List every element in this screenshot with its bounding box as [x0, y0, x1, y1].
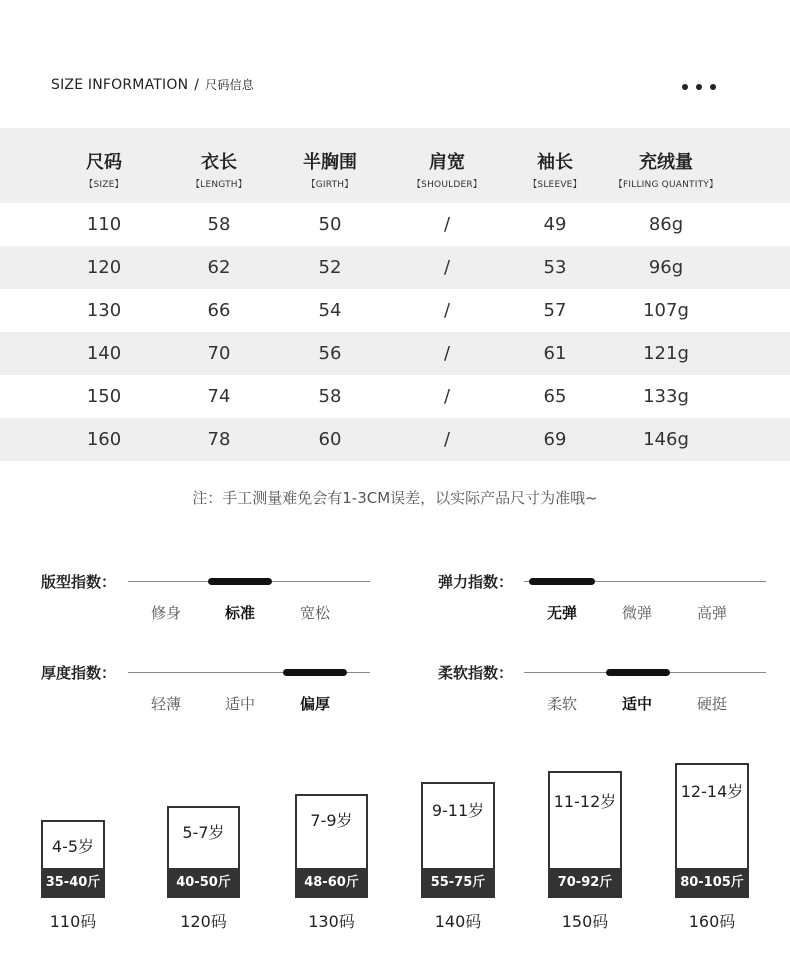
table-row — [0, 203, 790, 246]
table-cell: 96g — [648, 257, 684, 278]
size-label: 110码 — [49, 912, 97, 931]
column-header-sublabel: 【GIRTH】 — [306, 180, 354, 190]
size-guide-box — [548, 771, 622, 898]
size-guide-box — [295, 794, 368, 898]
title-zh: 尺码信息 — [205, 78, 254, 92]
table-cell: 110 — [86, 214, 122, 235]
table-cell: 58 — [318, 386, 342, 407]
index-label: 版型指数： — [41, 573, 117, 591]
index-option: 偏厚 — [299, 695, 331, 713]
index-option: 适中 — [621, 695, 653, 713]
index-option: 宽松 — [299, 604, 331, 622]
table-cell: 150 — [86, 386, 122, 407]
table-cell: / — [443, 429, 451, 450]
index-label: 厚度指数： — [41, 664, 117, 682]
age-range: 9-11岁 — [431, 801, 485, 820]
table-cell: / — [443, 300, 451, 321]
table-cell: 54 — [318, 300, 342, 321]
weight-range: 80-105斤 — [675, 868, 749, 898]
index-option: 轻薄 — [150, 695, 182, 713]
table-cell: 52 — [318, 257, 342, 278]
size-guide-box — [675, 763, 749, 898]
index-indicator — [208, 578, 272, 585]
age-range: 11-12岁 — [553, 792, 617, 811]
size-label: 130码 — [308, 912, 355, 931]
table-cell: 62 — [207, 257, 231, 278]
table-cell: 50 — [318, 214, 342, 235]
index-indicator — [606, 669, 670, 676]
index-option: 无弹 — [546, 604, 578, 622]
index-option: 高弹 — [696, 604, 728, 622]
column-header-sublabel: 【LENGTH】 — [191, 180, 247, 190]
weight-range: 48-60斤 — [295, 868, 368, 898]
table-cell: 61 — [543, 343, 567, 364]
table-cell: 74 — [207, 386, 231, 407]
size-label: 140码 — [434, 912, 482, 931]
table-cell: 133g — [643, 386, 689, 407]
table-row — [0, 246, 790, 289]
more-dots-icon[interactable] — [680, 84, 720, 92]
index-option: 标准 — [224, 604, 256, 622]
table-cell: 70 — [207, 343, 231, 364]
table-cell: 121g — [643, 343, 689, 364]
size-table — [0, 128, 790, 461]
table-row — [0, 375, 790, 418]
size-label: 150码 — [561, 912, 609, 931]
page-title — [51, 76, 254, 93]
index-indicator — [283, 669, 347, 676]
table-cell: / — [443, 386, 451, 407]
table-cell: 146g — [643, 429, 689, 450]
index-option: 修身 — [150, 604, 182, 622]
size-guide-box — [41, 820, 105, 898]
table-cell: 65 — [543, 386, 567, 407]
table-row — [0, 289, 790, 332]
age-range: 4-5岁 — [51, 837, 95, 856]
weight-range: 40-50斤 — [167, 868, 240, 898]
index-label: 柔软指数： — [438, 664, 514, 682]
index-option: 硬挺 — [696, 695, 728, 713]
column-header-sublabel: 【FILLING QUANTITY】 — [613, 180, 719, 190]
age-range: 7-9岁 — [310, 811, 353, 830]
table-cell: 107g — [643, 300, 689, 321]
column-header-sublabel: 【SIZE】 — [84, 180, 124, 190]
table-cell: 140 — [86, 343, 122, 364]
table-cell: / — [443, 257, 451, 278]
table-row — [0, 332, 790, 375]
table-cell: 56 — [318, 343, 342, 364]
table-cell: 57 — [543, 300, 567, 321]
table-cell: 120 — [86, 257, 122, 278]
weight-range: 70-92斤 — [548, 868, 622, 898]
index-label: 弹力指数： — [438, 573, 514, 591]
weight-range: 55-75斤 — [421, 868, 495, 898]
age-range: 5-7岁 — [182, 823, 225, 842]
table-cell: 49 — [543, 214, 567, 235]
table-body — [0, 203, 790, 461]
table-cell: 78 — [207, 429, 231, 450]
column-header-label: 肩宽 — [429, 152, 465, 173]
title-en: SIZE INFORMATION — [51, 77, 189, 93]
index-option: 柔软 — [546, 695, 578, 713]
index-option: 微弹 — [621, 604, 653, 622]
table-cell: 53 — [543, 257, 567, 278]
title-separator: / — [194, 77, 200, 93]
size-label: 120码 — [180, 912, 227, 931]
table-cell: 66 — [207, 300, 231, 321]
table-cell: 160 — [86, 429, 122, 450]
column-header-label: 衣长 — [201, 152, 237, 173]
table-cell: 130 — [86, 300, 122, 321]
table-cell: 69 — [543, 429, 567, 450]
column-header-label: 充绒量 — [639, 152, 693, 173]
table-cell: 58 — [207, 214, 231, 235]
table-cell: / — [443, 343, 451, 364]
size-guide-box — [167, 806, 240, 898]
index-indicator — [529, 578, 595, 585]
column-header-sublabel: 【SLEEVE】 — [528, 180, 582, 190]
column-header-label: 半胸围 — [303, 152, 357, 173]
table-header — [0, 128, 790, 203]
measurement-note: 注：手工测量难免会有1-3CM误差，以实际产品尺寸为准哦~ — [192, 489, 598, 507]
table-row — [0, 418, 790, 461]
column-header-label: 尺码 — [86, 152, 122, 173]
index-option: 适中 — [224, 695, 256, 713]
weight-range: 35-40斤 — [41, 868, 105, 898]
table-cell: 60 — [318, 429, 342, 450]
size-guide-box — [421, 782, 495, 898]
size-label: 160码 — [688, 912, 736, 931]
table-cell: 86g — [648, 214, 684, 235]
table-cell: / — [443, 214, 451, 235]
column-header-sublabel: 【SHOULDER】 — [411, 180, 483, 190]
age-range: 12-14岁 — [680, 782, 744, 801]
column-header-label: 袖长 — [537, 152, 573, 173]
